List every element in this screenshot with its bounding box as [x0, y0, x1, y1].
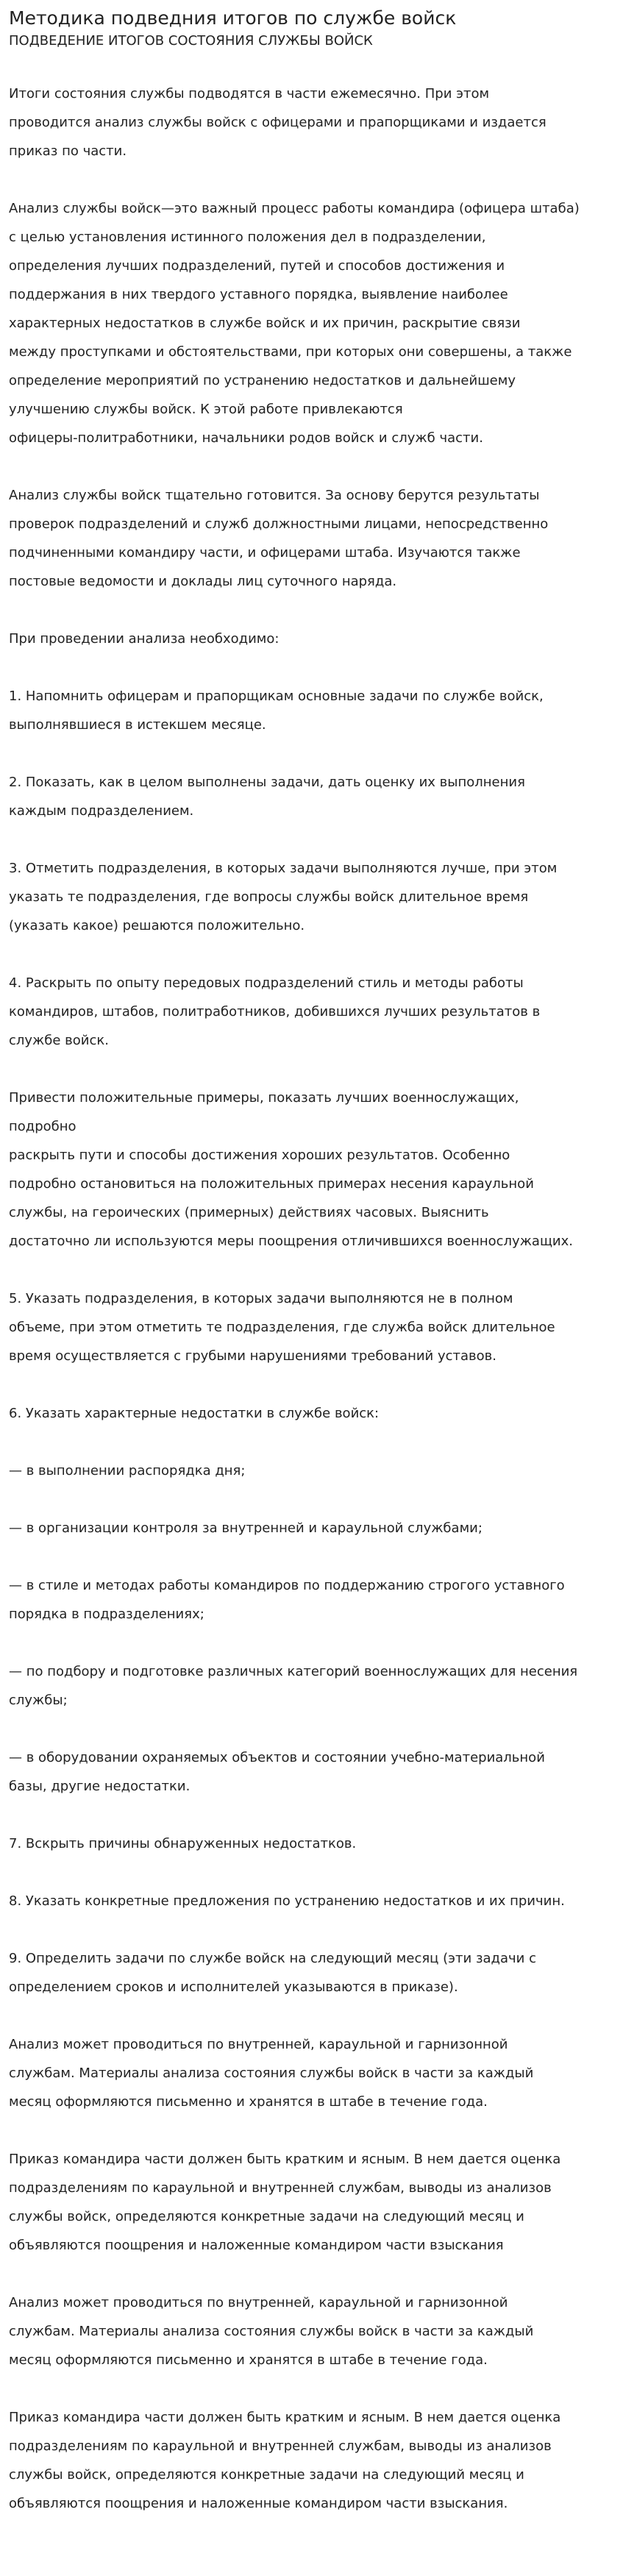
list-subitem: — по подбору и подготовке различных категорий военнослужащих для несения службы; [9, 1664, 578, 1708]
list-item: 2. Показать, как в целом выполнены задачи, дать оценку их выполнения каждым подразделением. [9, 775, 525, 819]
paragraph: Привести положительные примеры, показать лучших военнослужащих, подробно раскрыть пути и способы достижения хороших результатов. Особенно подробно остановиться на положительных примерах несения караульной службы, на героических (примерных) действиях часовых. Выяснить достаточно ли используются меры поощрения отличившихся военнослужащих. [9, 1090, 573, 1249]
paragraph: Анализ службы войск—это важный процесс работы командира (офицера штаба) с целью установления истинного положения дел в подразделении, определения лучших подразделений, путей и способов достижения и поддержания в них твердого уставного порядка, выявление наиболее характерных недостатков в службе войск и их причин, раскрытие связи между проступками и обстоятельствами, при которых они совершены, а также определение мероприятий по устранению недостатков и дальнейшему улучшению службы войск. К этой работе привлекаются офицеры-политработники, начальники родов войск и служб части. [9, 201, 580, 446]
list-item: 8. Указать конкретные предложения по устранению недостатков и их причин. [9, 1893, 565, 1909]
document-title: Методика подведния итогов по службе войск [9, 7, 457, 29]
paragraph: Итоги состояния службы подводятся в части ежемесячно. При этом проводится анализ службы войск с офицерами и прапорщиками и издается приказ по части. [9, 86, 547, 159]
paragraph: Приказ командира части должен быть кратким и ясным. В нем дается оценка подразделениям по караульной и внутренней службам, выводы из анализов службы войск, определяются конкретные задачи на следующий месяц и объявляются поощрения и наложенные командиром части взыскания. [9, 2410, 561, 2511]
list-subitem: — в стиле и методах работы командиров по поддержанию строгого уставного порядка в подразделениях; [9, 1578, 565, 1622]
paragraph: Анализ может проводиться по внутренней, караульной и гарнизонной службам. Материалы анализа состояния службы войск в части за каждый месяц оформляются письменно и хранятся в штабе в течение года. [9, 2295, 534, 2368]
document-body [9, 79, 614, 2518]
list-item: 3. Отметить подразделения, в которых задачи выполняются лучше, при этом указать те подразделения, где вопросы службы войск длительное время (указать какое) решаются положительно. [9, 861, 558, 933]
paragraph: Анализ может проводиться по внутренней, караульной и гарнизонной службам. Материалы анализа состояния службы войск в части за каждый месяц оформляются письменно и хранятся в штабе в течение года. [9, 2037, 534, 2110]
list-subitem: — в оборудовании охраняемых объектов и состоянии учебно-материальной базы, другие недостатки. [9, 1750, 545, 1794]
paragraph: Анализ службы войск тщательно готовится. За основу берутся результаты проверок подразделений и служб должностными лицами, непосредственно подчиненными командиру части, и офицерами штаба. Изучаются также постовые ведомости и доклады лиц суточного наряда. [9, 488, 549, 589]
list-subitem: — в организации контроля за внутренней и караульной службами; [9, 1520, 483, 1536]
list-item: 6. Указать характерные недостатки в службе войск: [9, 1406, 380, 1421]
list-item: 1. Напомнить офицерам и прапорщикам основные задачи по службе войск, выполнявшиеся в истекшем месяце. [9, 689, 544, 733]
document-subtitle: ПОДВЕДЕНИЕ ИТОГОВ СОСТОЯНИЯ СЛУЖБЫ ВОЙСК [9, 33, 373, 49]
list-subitem: — в выполнении распорядка дня; [9, 1463, 246, 1479]
list-item: 5. Указать подразделения, в которых задачи выполняются не в полном объеме, при этом отметить те подразделения, где служба войск длительное время осуществляется с грубыми нарушениями требований уставов. [9, 1291, 555, 1364]
list-item: 9. Определить задачи по службе войск на следующий месяц (эти задачи с определением сроков и исполнителей указываются в приказе). [9, 1951, 536, 1995]
paragraph: Приказ командира части должен быть кратким и ясным. В нем дается оценка подразделениям по караульной и внутренней службам, выводы из анализов службы войск, определяются конкретные задачи на следующий месяц и объявляются поощрения и наложенные командиром части взыскания [9, 2152, 561, 2253]
list-item: 7. Вскрыть причины обнаруженных недостатков. [9, 1836, 357, 1851]
list-item: 4. Раскрыть по опыту передовых подразделений стиль и методы работы командиров, штабов, политработников, добившихся лучших результатов в службе войск. [9, 975, 541, 1048]
paragraph: При проведении анализа необходимо: [9, 631, 280, 647]
